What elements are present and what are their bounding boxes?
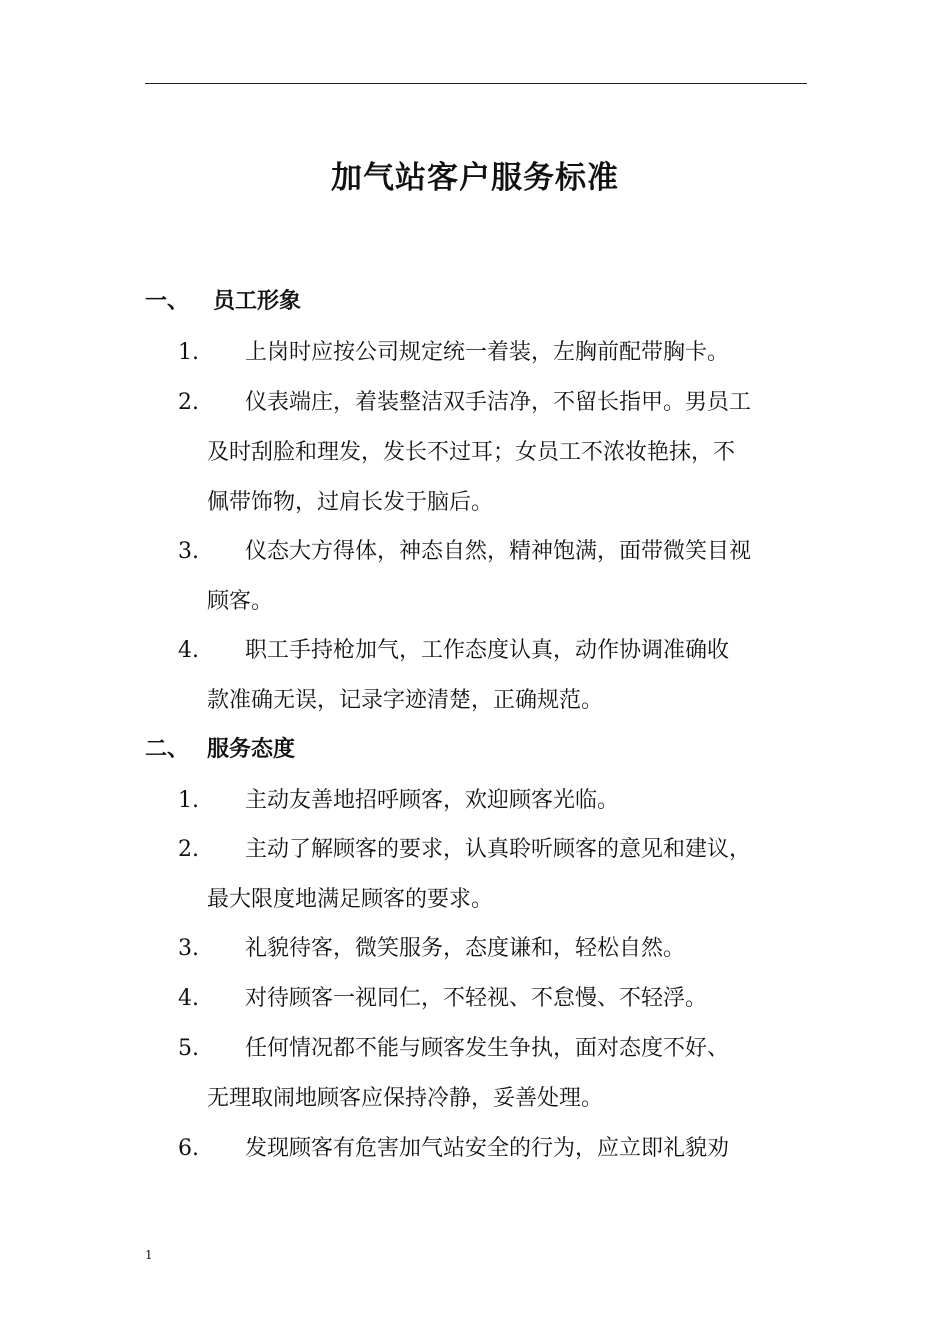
- item-number: 2.: [178, 390, 199, 415]
- item-number: 2.: [178, 837, 199, 862]
- item-text-line: 佩带饰物，过肩长发于脑后。: [207, 490, 494, 515]
- item-text-line: 款准确无误，记录字迹清楚，正确规范。: [207, 688, 604, 713]
- item-text-line: 发现顾客有危害加气站安全的行为，应立即礼貌劝: [245, 1136, 730, 1161]
- item-text-line: 无理取闹地顾客应保持冷静，妥善处理。: [207, 1086, 604, 1111]
- section-heading-1: [145, 286, 302, 318]
- section-number: 一、: [145, 289, 190, 314]
- item-text-line: 职工手持枪加气，工作态度认真，动作协调准确收: [245, 638, 730, 663]
- section-heading-2: [145, 734, 296, 766]
- item-number: 6.: [178, 1136, 199, 1161]
- item-text-line: 最大限度地满足顾客的要求。: [207, 887, 494, 912]
- item-number: 4.: [178, 638, 199, 663]
- document-title: 加气站客户服务标准: [331, 160, 619, 196]
- item-text-line: 上岗时应按公司规定统一着装，左胸前配带胸卡。: [245, 340, 730, 365]
- item-text-line: 对待顾客一视同仁，不轻视、不怠慢、不轻浮。: [245, 986, 708, 1011]
- item-text-line: 仪表端庄，着装整洁双手洁净，不留长指甲。男员工: [245, 390, 752, 415]
- header-rule: [145, 83, 807, 84]
- page-number: 1: [145, 1248, 153, 1262]
- item-number: 3.: [178, 539, 199, 564]
- item-number: 5.: [178, 1036, 199, 1061]
- section-title: 员工形象: [213, 289, 302, 314]
- section-number: 二、: [145, 737, 190, 762]
- item-text-line: 主动友善地招呼顾客，欢迎顾客光临。: [245, 788, 620, 813]
- item-text-line: 及时刮脸和理发，发长不过耳；女员工不浓妆艳抹，不: [207, 440, 736, 465]
- item-number: 1.: [178, 340, 199, 365]
- item-text-line: 仪态大方得体，神态自然，精神饱满，面带微笑目视: [245, 539, 752, 564]
- item-text-line: 任何情况都不能与顾客发生争执，面对态度不好、: [245, 1036, 730, 1061]
- item-number: 4.: [178, 986, 199, 1011]
- item-number: 3.: [178, 936, 199, 961]
- item-text-line: 礼貌待客，微笑服务，态度谦和，轻松自然。: [245, 936, 686, 961]
- section-title: 服务态度: [207, 737, 296, 762]
- item-number: 1.: [178, 788, 199, 813]
- item-text-line: 主动了解顾客的要求，认真聆听顾客的意见和建议，: [245, 837, 752, 862]
- item-text-line: 顾客。: [207, 589, 274, 614]
